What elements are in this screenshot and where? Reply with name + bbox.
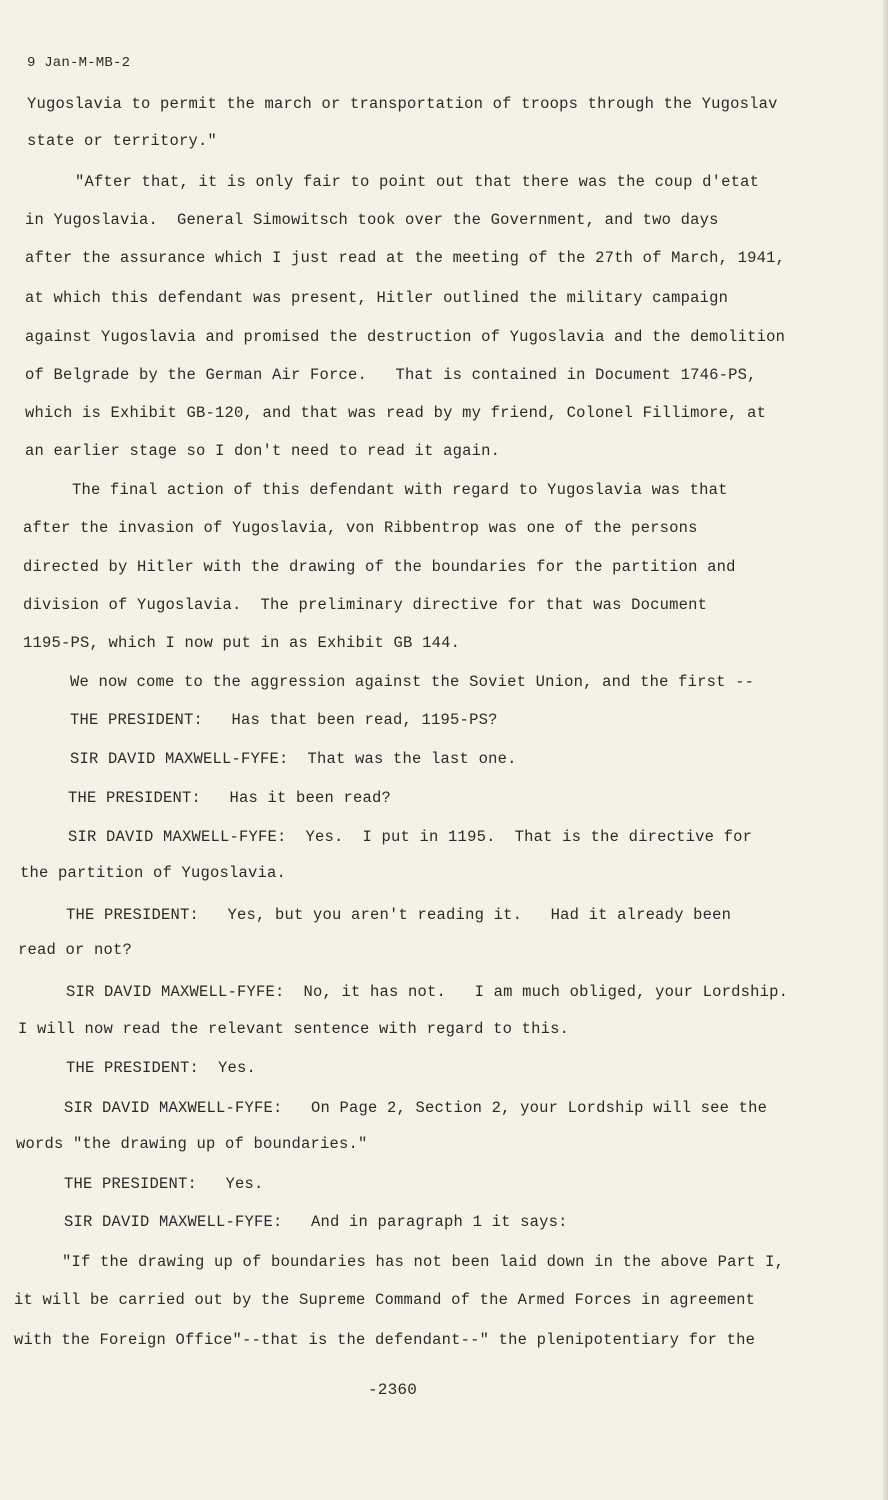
text-line: after the assurance which I just read at the meeting of the 27th of March, 1941, [25,249,786,267]
text-line: THE PRESIDENT: Yes. [66,1059,257,1077]
text-line: THE PRESIDENT: Has that been read, 1195-PS? [70,711,498,729]
text-line: The final action of this defendant with regard to Yugoslavia was that [72,481,728,499]
text-line: the partition of Yugoslavia. [20,864,287,882]
text-line: THE PRESIDENT: Has it been read? [68,789,392,807]
text-line: SIR DAVID MAXWELL-FYFE: On Page 2, Section 2, your Lordship will see the [64,1099,768,1117]
text-line: SIR DAVID MAXWELL-FYFE: No, it has not. I am much obliged, your Lordship. [66,983,789,1001]
text-line: division of Yugoslavia. The preliminary directive for that was Document [23,596,708,614]
text-line: with the Foreign Office"--that is the defendant--" the plenipotentiary for the [14,1331,756,1349]
page-edge [883,0,888,1500]
text-line: against Yugoslavia and promised the destruction of Yugoslavia and the demolition [25,328,786,346]
text-line: in Yugoslavia. General Simowitsch took over the Government, and two days [25,211,719,229]
text-line: I will now read the relevant sentence with regard to this. [18,1020,570,1038]
text-line: 1195-PS, which I now put in as Exhibit GB 144. [23,634,461,652]
text-line: Yugoslavia to permit the march or transportation of troops through the Yugoslav [27,95,778,113]
text-line: We now come to the aggression against the Soviet Union, and the first -- [70,673,755,691]
page-number: -2360 [368,1381,418,1399]
text-line: of Belgrade by the German Air Force. That is contained in Document 1746-PS, [25,366,757,384]
text-line: "If the drawing up of boundaries has not been laid down in the above Part I, [62,1253,785,1271]
text-line: SIR DAVID MAXWELL-FYFE: Yes. I put in 1195. That is the directive for [68,828,753,846]
text-line: "After that, it is only fair to point out that there was the coup d'etat [75,173,760,191]
text-line: after the invasion of Yugoslavia, von Ribbentrop was one of the persons [23,519,698,537]
text-line: SIR DAVID MAXWELL-FYFE: And in paragraph 1 it says: [64,1213,568,1231]
text-line: it will be carried out by the Supreme Command of the Armed Forces in agreement [14,1291,756,1309]
text-line: directed by Hitler with the drawing of the boundaries for the partition and [23,558,736,576]
text-line: state or territory." [27,132,218,150]
text-line: SIR DAVID MAXWELL-FYFE: That was the last one. [70,750,517,768]
text-line: THE PRESIDENT: Yes. [64,1175,264,1193]
text-line: read or not? [18,941,133,959]
document-reference: 9 Jan-M-MB-2 [27,55,131,71]
text-line: THE PRESIDENT: Yes, but you aren't reading it. Had it already been [66,906,732,924]
text-line: an earlier stage so I don't need to read it again. [25,442,501,460]
text-line: words "the drawing up of boundaries." [16,1135,368,1153]
text-line: at which this defendant was present, Hitler outlined the military campaign [25,289,729,307]
text-line: which is Exhibit GB-120, and that was read by my friend, Colonel Fillimore, at [25,404,767,422]
